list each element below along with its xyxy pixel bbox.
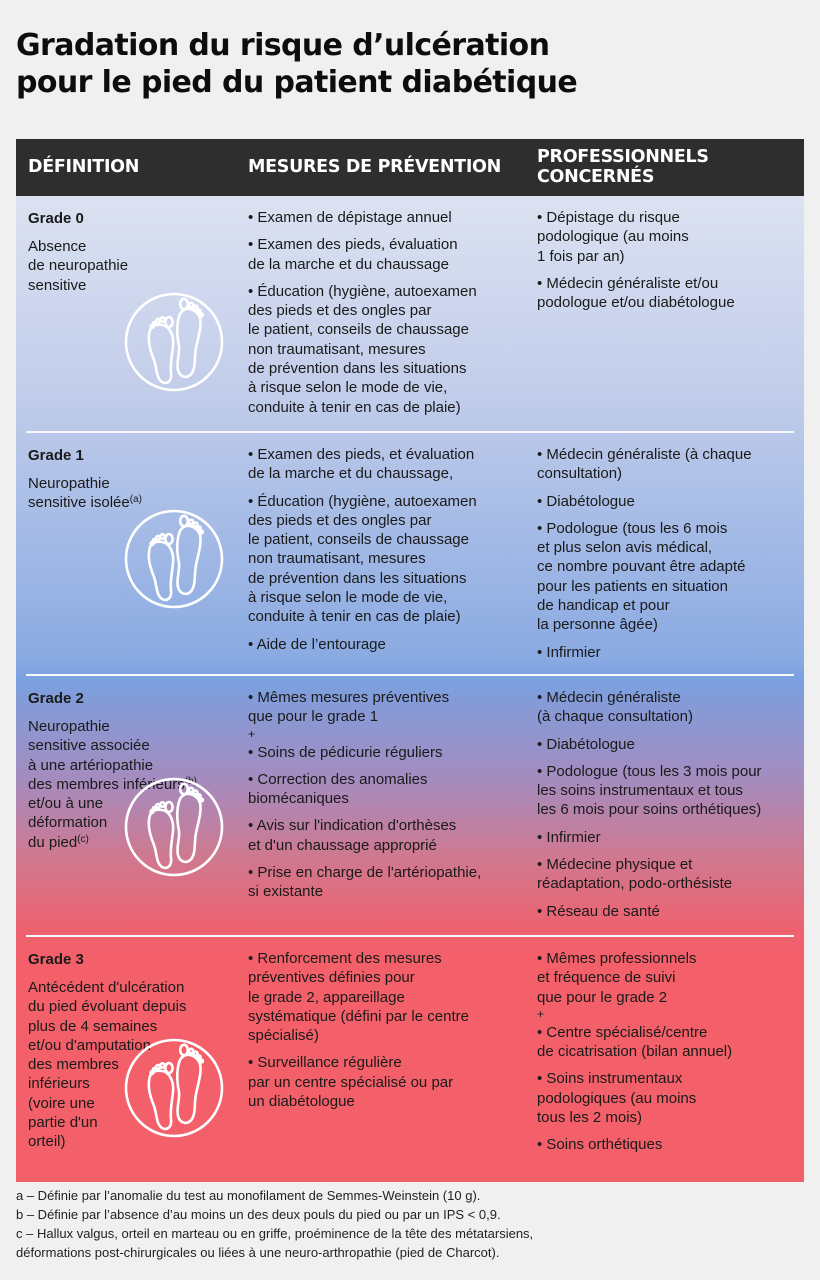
list-item-line: de la marche et du chaussage, bbox=[248, 465, 454, 483]
header-mesures: MESURES DE PRÉVENTION bbox=[248, 157, 501, 177]
plus-separator bbox=[537, 1006, 802, 1021]
footnotes bbox=[16, 1186, 533, 1262]
list-item-line: et plus selon avis médical, bbox=[537, 539, 713, 557]
header-professionnels-line2: CONCERNÉS bbox=[537, 167, 655, 187]
list-item-line: consultation) bbox=[537, 465, 623, 483]
definition-line: Neuropathie bbox=[28, 718, 110, 735]
list-item-line: les soins instrumentaux et tous bbox=[537, 782, 743, 800]
list-item-line: conduite à tenir en cas de plaie) bbox=[248, 398, 461, 416]
bare-feet-icon bbox=[120, 505, 228, 613]
list-item-line: • Examen de dépistage annuel bbox=[248, 209, 452, 226]
table-row-grade-3 bbox=[16, 937, 804, 1182]
list-item bbox=[537, 949, 802, 1007]
list-item-line: podologue et/ou diabétologue bbox=[537, 294, 735, 312]
list-item-line: (à chaque consultation) bbox=[537, 708, 693, 726]
list-item-line: et d'un chaussage approprié bbox=[248, 836, 437, 854]
list-item-line: • Podologue (tous les 6 mois bbox=[537, 519, 728, 537]
definition-line: plus de 4 semaines bbox=[28, 1017, 158, 1035]
professionals-cell bbox=[537, 445, 802, 670]
list-item-line: conduite à tenir en cas de plaie) bbox=[248, 608, 461, 626]
header-definition: DÉFINITION bbox=[28, 157, 140, 177]
list-item-line: • Médecin généraliste et/ou bbox=[537, 274, 719, 292]
definition-line: et/ou à une bbox=[28, 795, 104, 813]
list-item bbox=[537, 445, 802, 484]
list-item bbox=[537, 902, 802, 921]
list-item-line: des pieds et des ongles par bbox=[248, 511, 432, 529]
list-item-line: • Éducation (hygiène, autoexamen bbox=[248, 282, 477, 300]
list-item bbox=[537, 828, 802, 847]
definition-line: partie d'un bbox=[28, 1114, 98, 1132]
prevention-measures-cell bbox=[248, 688, 528, 910]
list-item-line: • Avis sur l'indication d'orthèses bbox=[248, 817, 457, 835]
definition-line: déformation bbox=[28, 814, 108, 832]
definition-line: Antécédent d'ulcération bbox=[28, 979, 185, 996]
bare-feet-icon bbox=[120, 773, 228, 881]
definition-line: sensitive associée bbox=[28, 737, 150, 755]
list-item bbox=[248, 688, 528, 727]
title-line-2: pour le pied du patient diabétique bbox=[16, 65, 578, 100]
list-item-line: • Diabétologue bbox=[537, 492, 635, 510]
bare-feet-icon bbox=[120, 288, 228, 396]
definition-text bbox=[28, 237, 238, 295]
list-item-line: à risque selon le mode de vie, bbox=[248, 379, 448, 397]
list-item bbox=[537, 1069, 802, 1127]
list-item-line: si existante bbox=[248, 883, 324, 901]
list-item-line: • Podologue (tous les 3 mois pour bbox=[537, 762, 762, 780]
table-row-grade-0 bbox=[16, 196, 804, 433]
grade-label: Grade 3 bbox=[28, 951, 84, 968]
grade-label: Grade 2 bbox=[28, 690, 84, 707]
list-item bbox=[248, 208, 528, 227]
list-item-line: 1 fois par an) bbox=[537, 247, 625, 265]
list-item-line: la personne âgée) bbox=[537, 616, 658, 634]
list-item bbox=[248, 743, 528, 762]
list-item-line: réadaptation, podo-orthésiste bbox=[537, 875, 733, 893]
list-item-line: systématique (défini par le centre bbox=[248, 1007, 469, 1025]
list-item-line: • Correction des anomalies bbox=[248, 770, 428, 788]
header-professionnels-line1: PROFESSIONNELS bbox=[537, 147, 709, 167]
list-item bbox=[537, 643, 802, 662]
prevention-measures-cell bbox=[248, 445, 528, 662]
list-item bbox=[537, 688, 802, 727]
list-item bbox=[248, 770, 528, 809]
grade-label: Grade 1 bbox=[28, 447, 84, 464]
list-item-line: • Infirmier bbox=[537, 643, 601, 661]
list-item bbox=[248, 1053, 528, 1111]
definition-line: sensitive bbox=[28, 276, 87, 294]
list-item-line: • Éducation (hygiène, autoexamen bbox=[248, 492, 477, 510]
list-item-line: + bbox=[537, 1006, 545, 1021]
list-item-line: • Médecin généraliste (à chaque bbox=[537, 446, 752, 463]
footnote-a: a – Définie par l’anomalie du test au monofilament de Semmes-Weinstein (10 g). bbox=[16, 1188, 481, 1203]
list-item-line: non traumatisant, mesures bbox=[248, 550, 426, 568]
list-item-line: par un centre spécialisé ou par bbox=[248, 1073, 454, 1091]
list-item-line: un diabétologue bbox=[248, 1093, 355, 1111]
list-item-line: • Dépistage du risque bbox=[537, 209, 680, 226]
footnote-reference: (c) bbox=[77, 833, 89, 845]
list-item bbox=[537, 735, 802, 754]
footnote-c: c – Hallux valgus, orteil en marteau ou en griffe, proéminence de la tête des métatarsiens, bbox=[16, 1226, 534, 1241]
footnote-c-continued: déformations post-chirurgicales ou liées à une neuro-arthropathie (pied de Charcot). bbox=[16, 1245, 500, 1260]
definition-line: inférieurs bbox=[28, 1075, 90, 1093]
list-item-line: tous les 2 mois) bbox=[537, 1109, 643, 1127]
professionals-cell bbox=[537, 688, 802, 929]
header-professionnels bbox=[537, 147, 709, 187]
prevention-measures-cell bbox=[248, 208, 528, 425]
list-item-line: • Infirmier bbox=[537, 828, 601, 846]
bare-feet-icon bbox=[120, 1034, 228, 1142]
definition-line: orteil) bbox=[28, 1133, 66, 1151]
list-item-line: de prévention dans les situations bbox=[248, 360, 467, 378]
list-item-line: • Médecin généraliste bbox=[537, 689, 681, 706]
list-item-line: de prévention dans les situations bbox=[248, 569, 467, 587]
prevention-measures-cell bbox=[248, 949, 528, 1119]
title-line-1: Gradation du risque d’ulcération bbox=[16, 28, 550, 63]
list-item-line: pour les patients en situation bbox=[537, 577, 728, 595]
list-item bbox=[537, 519, 802, 635]
risk-grade-table bbox=[16, 139, 804, 1182]
list-item bbox=[248, 492, 528, 627]
list-item-line: • Examen des pieds, évaluation bbox=[248, 236, 458, 254]
list-item bbox=[537, 492, 802, 511]
list-item-line: • Surveillance régulière bbox=[248, 1054, 402, 1072]
list-item-line: podologiques (au moins bbox=[537, 1089, 697, 1107]
professionals-cell bbox=[537, 208, 802, 320]
list-item-line: préventives définies pour bbox=[248, 969, 415, 987]
list-item-line: podologique (au moins bbox=[537, 228, 689, 246]
table-row-grade-1 bbox=[16, 433, 804, 676]
definition-cell bbox=[28, 210, 238, 295]
list-item-line: + bbox=[248, 726, 256, 741]
list-item-line: spécialisé) bbox=[248, 1027, 319, 1045]
list-item bbox=[248, 635, 528, 654]
list-item bbox=[537, 855, 802, 894]
list-item bbox=[248, 863, 528, 902]
definition-line: Neuropathie bbox=[28, 475, 110, 492]
list-item-line: que pour le grade 2 bbox=[537, 988, 668, 1006]
list-item bbox=[248, 235, 528, 274]
list-item bbox=[537, 1135, 802, 1154]
definition-cell bbox=[28, 447, 238, 513]
list-item-line: des pieds et des ongles par bbox=[248, 302, 432, 320]
list-item-line: ce nombre pouvant être adapté bbox=[537, 558, 746, 576]
list-item-line: à risque selon le mode de vie, bbox=[248, 589, 448, 607]
list-item-line: • Soins orthétiques bbox=[537, 1136, 663, 1154]
list-item-line: • Mêmes mesures préventives bbox=[248, 689, 450, 706]
list-item bbox=[248, 816, 528, 855]
grade-label: Grade 0 bbox=[28, 210, 84, 227]
definition-line: des membres bbox=[28, 1056, 119, 1074]
definition-line: et/ou d'amputation bbox=[28, 1036, 151, 1054]
list-item-line: • Réseau de santé bbox=[537, 902, 660, 920]
list-item-line: • Examen des pieds, et évaluation bbox=[248, 446, 475, 463]
list-item bbox=[537, 274, 802, 313]
list-item-line: • Prise en charge de l'artériopathie, bbox=[248, 864, 482, 882]
footnote-reference: (b) bbox=[184, 775, 197, 787]
list-item-line: • Soins instrumentaux bbox=[537, 1070, 683, 1088]
list-item-line: • Aide de l’entourage bbox=[248, 635, 386, 653]
list-item-line: que pour le grade 1 bbox=[248, 708, 379, 726]
footnote-reference: (a) bbox=[129, 494, 142, 506]
list-item bbox=[537, 1023, 802, 1062]
list-item-line: et fréquence de suivi bbox=[537, 969, 676, 987]
plus-separator bbox=[248, 726, 528, 741]
list-item-line: de cicatrisation (bilan annuel) bbox=[537, 1043, 733, 1061]
list-item-line: biomécaniques bbox=[248, 790, 349, 808]
list-item-line: de handicap et pour bbox=[537, 597, 670, 615]
definition-line: Absence bbox=[28, 238, 87, 255]
list-item bbox=[248, 282, 528, 417]
definition-line: (voire une bbox=[28, 1094, 95, 1112]
definition-line: du pied bbox=[28, 833, 78, 851]
list-item-line: de la marche et du chaussage bbox=[248, 255, 449, 273]
list-item bbox=[248, 445, 528, 484]
list-item-line: • Diabétologue bbox=[537, 735, 635, 753]
list-item-line: • Mêmes professionnels bbox=[537, 950, 697, 967]
list-item-line: • Médecine physique et bbox=[537, 856, 693, 874]
list-item bbox=[537, 208, 802, 266]
definition-line: du pied évoluant depuis bbox=[28, 998, 187, 1016]
definition-line: des membres inférieurs bbox=[28, 775, 185, 793]
list-item-line: • Centre spécialisé/centre bbox=[537, 1023, 708, 1041]
list-item-line: • Soins de pédicurie réguliers bbox=[248, 743, 443, 761]
list-item bbox=[537, 762, 802, 820]
list-item-line: les 6 mois pour soins orthétiques) bbox=[537, 801, 762, 819]
footnote-b: b – Définie par l’absence d’au moins un des deux pouls du pied ou par un IPS < 0,9. bbox=[16, 1207, 501, 1222]
list-item-line: non traumatisant, mesures bbox=[248, 340, 426, 358]
page-title bbox=[16, 27, 577, 101]
list-item bbox=[248, 949, 528, 1045]
professionals-cell bbox=[537, 949, 802, 1163]
table-header bbox=[16, 139, 804, 196]
definition-line: à une artériopathie bbox=[28, 756, 154, 774]
list-item-line: • Renforcement des mesures bbox=[248, 950, 442, 967]
list-item-line: le grade 2, appareillage bbox=[248, 988, 405, 1006]
table-row-grade-2 bbox=[16, 676, 804, 937]
definition-line: sensitive isolée bbox=[28, 494, 130, 512]
list-item-line: le patient, conseils de chaussage bbox=[248, 531, 469, 549]
list-item-line: le patient, conseils de chaussage bbox=[248, 321, 469, 339]
definition-line: de neuropathie bbox=[28, 257, 129, 275]
